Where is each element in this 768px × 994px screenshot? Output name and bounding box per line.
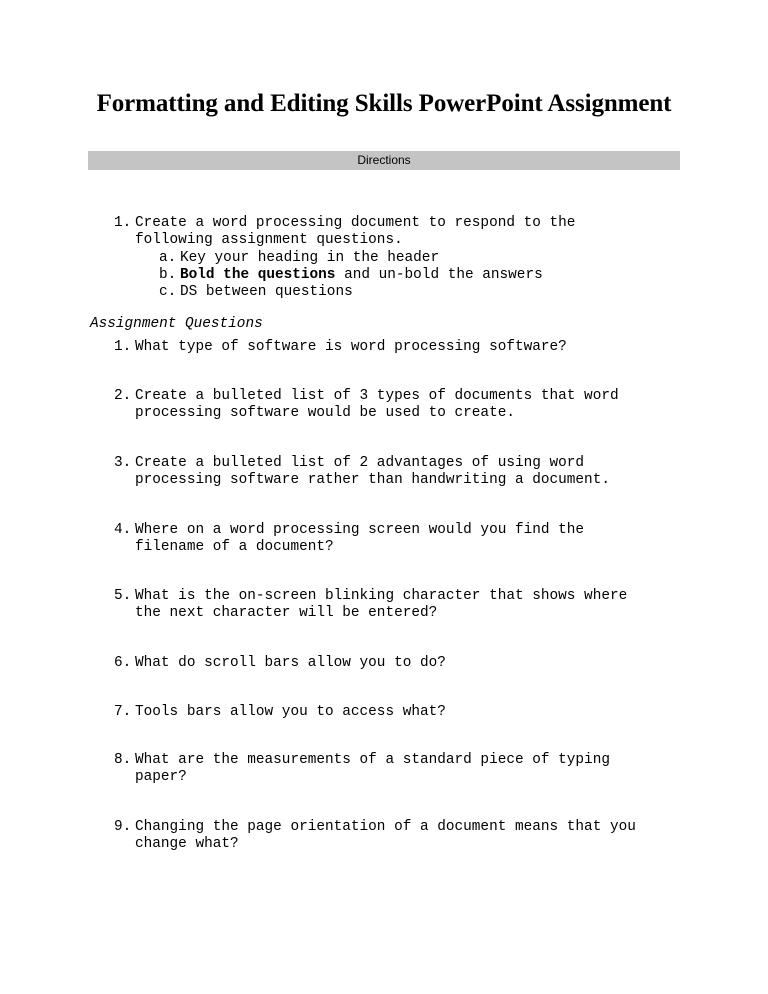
question-number: 1. <box>114 339 132 355</box>
question-text: filename of a document? <box>135 539 334 556</box>
question-item <box>114 388 619 458</box>
question-text: the next character will be entered? <box>135 605 438 622</box>
directions-item-line: following assignment questions. <box>135 232 403 249</box>
question-text: What type of software is word processing software? <box>135 339 567 355</box>
subitem-text <box>180 267 543 284</box>
question-item <box>114 655 446 707</box>
question-number: 3. <box>114 455 132 471</box>
question-text: What are the measurements of a standard piece of typing <box>135 752 610 768</box>
question-text: Tools bars allow you to access what? <box>135 704 446 720</box>
question-number: 8. <box>114 752 132 768</box>
subitem-letter: c. <box>159 283 177 300</box>
directions-bar <box>88 151 680 170</box>
subitem-text: Key your heading in the header <box>180 249 440 266</box>
question-text: processing software rather than handwriting a document. <box>135 472 610 489</box>
subitem-letter: b. <box>159 266 177 283</box>
directions-item-line: Create a word processing document to respond to the <box>135 215 576 231</box>
question-number: 4. <box>114 522 132 538</box>
question-text: Changing the page orientation of a document means that you <box>135 819 636 835</box>
document-title: Formatting and Editing Skills PowerPoint Assignment <box>96 90 672 117</box>
question-item <box>114 339 567 391</box>
question-item <box>114 704 446 756</box>
subitem-bold-text: Bold the questions <box>180 266 336 283</box>
question-number: 2. <box>114 388 132 404</box>
question-number: 6. <box>114 655 132 671</box>
question-number: 7. <box>114 704 132 720</box>
assignment-heading: Assignment Questions <box>90 316 263 332</box>
question-item <box>114 752 610 822</box>
question-item <box>114 522 585 592</box>
question-item <box>114 588 628 658</box>
directions-label: Directions <box>357 153 411 167</box>
question-text: Create a bulleted list of 2 advantages of using word <box>135 455 585 471</box>
question-text: paper? <box>135 769 187 786</box>
question-text: What do scroll bars allow you to do? <box>135 655 446 671</box>
subitem-letter: a. <box>159 249 177 266</box>
question-text: What is the on-screen blinking character that shows where <box>135 588 628 604</box>
question-number: 5. <box>114 588 132 604</box>
question-number: 9. <box>114 819 132 835</box>
question-item <box>114 455 610 525</box>
directions-item-number: 1. <box>114 215 132 231</box>
question-text: change what? <box>135 836 239 853</box>
question-text: Create a bulleted list of 3 types of documents that word <box>135 388 619 404</box>
subitem-text: DS between questions <box>180 283 353 300</box>
question-text: Where on a word processing screen would you find the <box>135 522 585 538</box>
question-text: processing software would be used to create. <box>135 405 515 422</box>
subitem-plain-text: and un-bold the answers <box>335 266 543 283</box>
question-item <box>114 819 636 889</box>
